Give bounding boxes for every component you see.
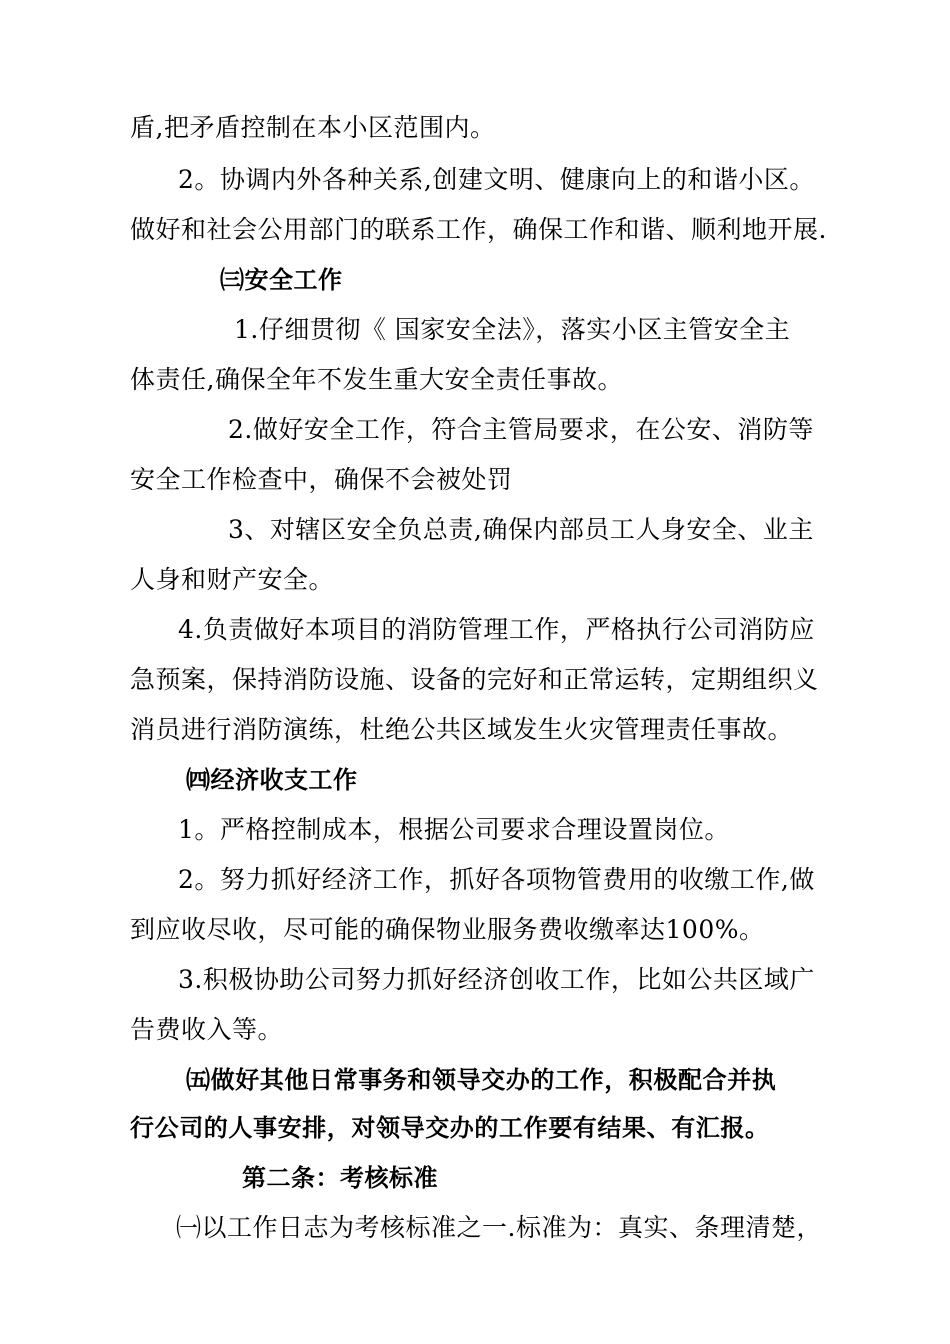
section-heading: ㈣经济收支工作 xyxy=(186,766,358,794)
text-line: 1。严格控制成本，根据公司要求合理设置岗位。 xyxy=(178,815,730,844)
text-line: 1.仔细贯彻《 国家安全法》，落实小区主管安全主 xyxy=(234,315,791,344)
text-line: 到应收尽收，尽可能的确保物业服务费收缴率达100%。 xyxy=(130,915,765,944)
article-heading: 第二条：考核标准 xyxy=(242,1164,438,1192)
text-line: 2。努力抓好经济工作，抓好各项物管费用的收缴工作,做 xyxy=(178,865,815,894)
text-line: 安全工作检查中，确保不会被处罚 xyxy=(130,465,513,494)
text-line: 盾,把矛盾控制在本小区范围内。 xyxy=(130,113,496,142)
text-line: 4.负责做好本项目的消防管理工作，严格执行公司消防应 xyxy=(178,615,815,644)
text-line: 体责任,确保全年不发生重大安全责任事故。 xyxy=(130,365,623,394)
text-line: 告费收入等。 xyxy=(130,1015,284,1044)
text-line: 3、对辖区安全负总责,确保内部员工人身安全、业主 xyxy=(228,515,814,544)
text-line: ㈠以工作日志为考核标准之一.标准为：真实、条理清楚， xyxy=(176,1213,822,1242)
text-line: 人身和财产安全。 xyxy=(130,565,335,594)
text-line: 做好和社会公用部门的联系工作，确保工作和谐、顺利地开展. xyxy=(130,215,827,244)
text-line: 急预案，保持消防设施、设备的完好和正常运转，定期组织义 xyxy=(130,665,819,694)
text-line: 2。协调内外各种关系,创建文明、健康向上的和谐小区。 xyxy=(178,165,815,194)
section-heading: ㈤做好其他日常事务和领导交办的工作，积极配合并执 xyxy=(186,1066,777,1094)
section-heading: ㈢安全工作 xyxy=(220,266,343,294)
text-line: 2.做好安全工作，符合主管局要求，在公安、消防等 xyxy=(228,415,814,444)
text-line: 3.积极协助公司努力抓好经济创收工作，比如公共区域广 xyxy=(178,965,815,994)
text-line-bold: 行公司的人事安排，对领导交办的工作要有结果、有汇报。 xyxy=(130,1114,770,1142)
text-line: 消员进行消防演练，杜绝公共区域发生火灾管理责任事故。 xyxy=(130,715,794,744)
